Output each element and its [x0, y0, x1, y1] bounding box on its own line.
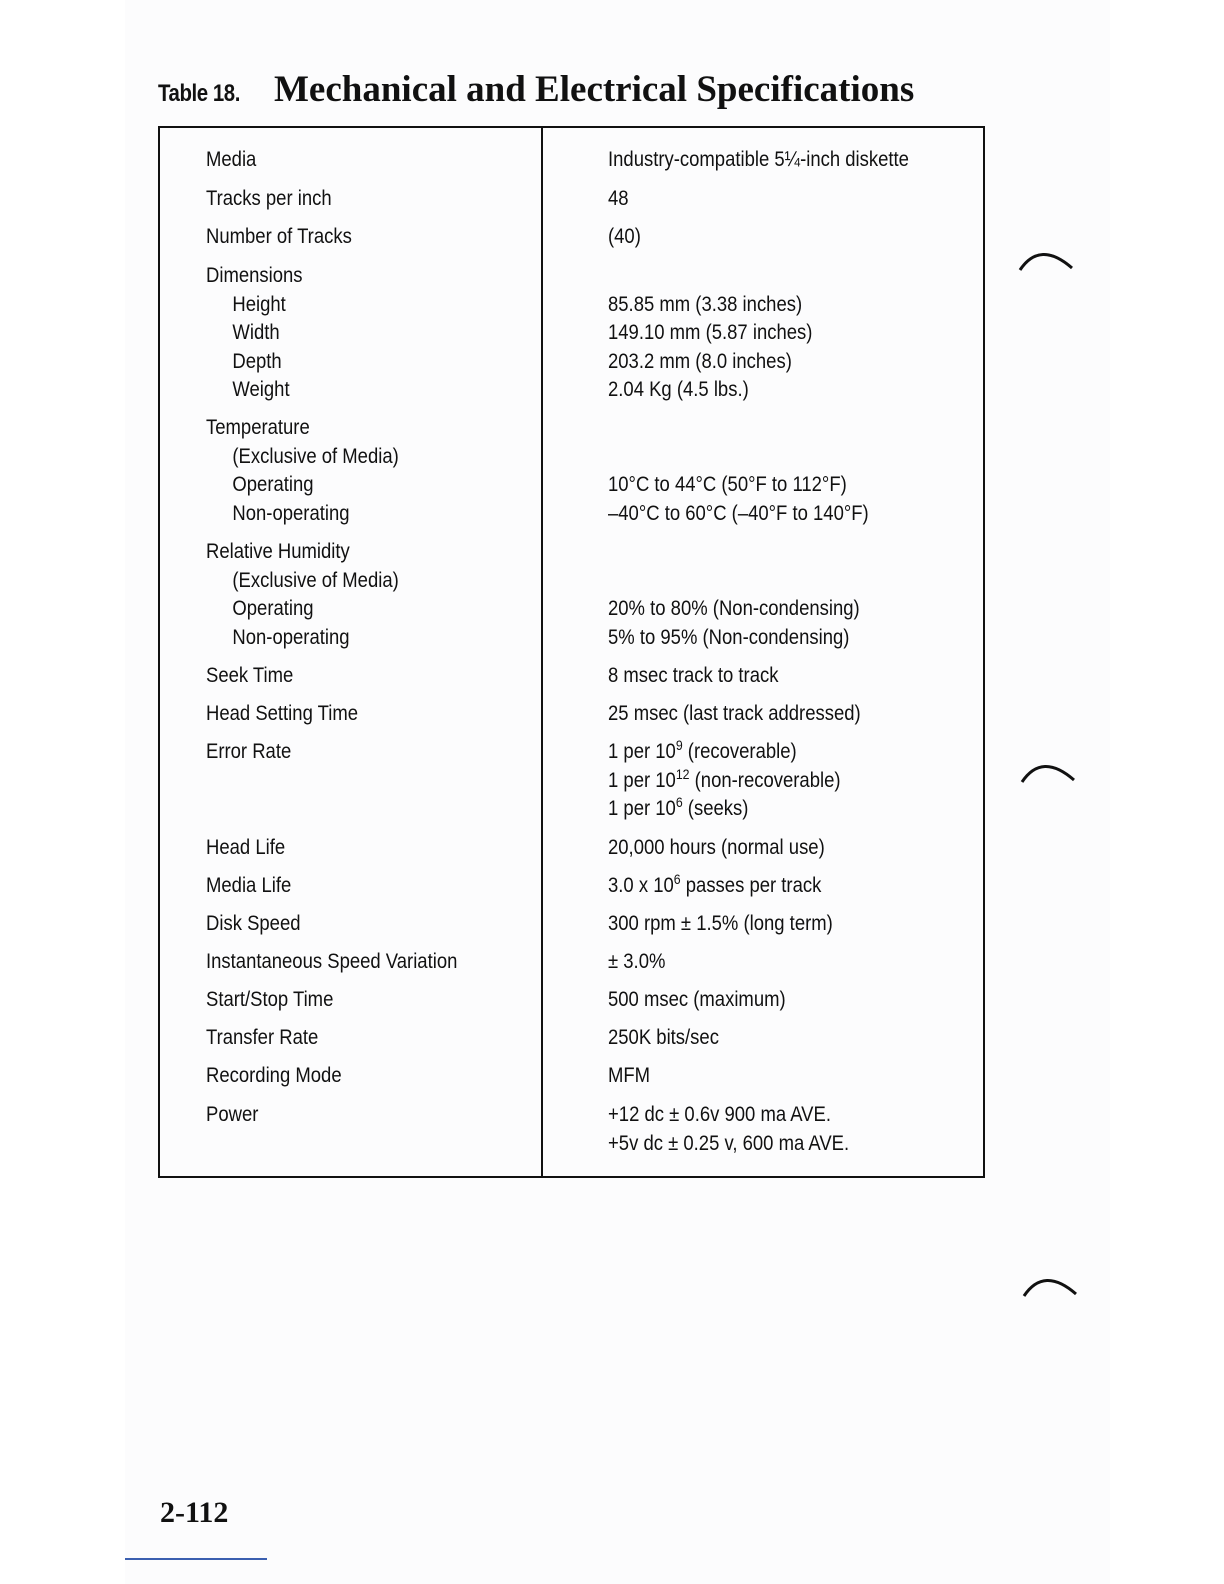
spec-value: (40) [608, 225, 641, 248]
page-title: Mechanical and Electrical Specifications [274, 69, 915, 110]
spec-label: Tracks per inch [206, 187, 332, 210]
spec-sublabel: Non-operating [232, 625, 350, 649]
value-prefix: 1 per 10 [608, 797, 676, 820]
spec-value: 2.04 Kg (4.5 lbs.) [608, 378, 749, 401]
value-suffix: (seeks) [682, 797, 749, 820]
value-suffix: (non-recoverable) [689, 768, 841, 792]
table-caption [158, 68, 914, 111]
page-number: 2-112 [160, 1496, 229, 1529]
spec-value [608, 738, 934, 767]
spec-value: 250K bits/sec [608, 1026, 719, 1049]
spec-value: 85.85 mm (3.38 inches) [608, 292, 803, 316]
value-exponent: 12 [675, 765, 690, 782]
spec-label: Start/Stop Time [206, 988, 334, 1011]
spec-label: Error Rate [206, 740, 292, 763]
column-divider [541, 128, 543, 1176]
value-exponent: 9 [675, 737, 683, 753]
value-exponent: 6 [673, 871, 681, 887]
spec-label: Transfer Rate [206, 1026, 319, 1049]
spec-value: 48 [608, 187, 629, 210]
spec-label: Instantaneous Speed Variation [206, 950, 458, 973]
binder-tab-mark-icon [1020, 758, 1076, 784]
binder-tab-mark-icon [1022, 1272, 1078, 1298]
spec-value-spacer [608, 443, 934, 472]
spec-value: 20,000 hours (normal use) [608, 836, 825, 859]
spec-value: 20% to 80% (Non-condensing) [608, 597, 860, 620]
value-suffix: passes per track [680, 874, 822, 897]
spec-value [608, 767, 934, 796]
table-number: Table 18. [158, 80, 240, 107]
spec-value: +5v dc ± 0.25 v, 600 ma AVE. [608, 1131, 850, 1155]
spec-value: 300 rpm ± 1.5% (long term) [608, 912, 833, 935]
spec-sublabel: Height [232, 292, 286, 316]
spec-value [608, 872, 934, 901]
spec-value: 149.10 mm (5.87 inches) [608, 321, 813, 344]
spec-value: 500 msec (maximum) [608, 988, 786, 1011]
value-exponent: 6 [675, 794, 683, 810]
binder-tab-mark-icon [1018, 246, 1074, 272]
spec-label: Number of Tracks [206, 225, 352, 248]
spec-label: Head Setting Time [206, 702, 359, 725]
spec-label: Disk Speed [206, 912, 301, 935]
spec-value-spacer [608, 567, 934, 596]
spec-value: Industry-compatible 5¼-inch diskette [608, 148, 909, 171]
spec-label: Relative Humidity [206, 540, 350, 563]
bottom-rule [125, 1558, 267, 1560]
spec-sublabel: Operating [232, 597, 314, 620]
spec-sublabel: (Exclusive of Media) [232, 568, 399, 592]
spec-sublabel: Non-operating [232, 501, 350, 525]
value-prefix: 1 per 10 [608, 740, 676, 763]
spec-value: +12 dc ± 0.6v 900 ma AVE. [608, 1103, 831, 1126]
spec-sublabel: Weight [232, 378, 290, 401]
value-suffix: (recoverable) [682, 740, 797, 763]
spec-label: Dimensions [206, 264, 303, 287]
spec-sublabel: (Exclusive of Media) [232, 444, 399, 468]
spec-value: 8 msec track to track [608, 664, 779, 687]
spec-label: Seek Time [206, 664, 294, 687]
spec-sublabel: Width [232, 321, 280, 344]
spec-label: Temperature [206, 416, 310, 439]
spec-value: MFM [608, 1064, 651, 1087]
spec-sublabel: Depth [232, 349, 282, 373]
spec-sublabel: Operating [232, 473, 314, 496]
spec-value-spacer [608, 538, 934, 567]
spec-value: ± 3.0% [608, 950, 666, 973]
spec-value [608, 795, 934, 824]
spec-value: 203.2 mm (8.0 inches) [608, 349, 792, 373]
spec-value: 10°C to 44°C (50°F to 112°F) [608, 473, 847, 496]
value-prefix: 3.0 x 10 [608, 874, 674, 897]
spec-label: Media [206, 148, 257, 171]
spec-label: Recording Mode [206, 1064, 342, 1087]
spec-value-spacer [608, 414, 934, 443]
specifications-table [158, 126, 985, 1178]
spec-value: 25 msec (last track addressed) [608, 702, 861, 725]
spec-value: 5% to 95% (Non-condensing) [608, 625, 850, 649]
spec-label: Media Life [206, 874, 292, 897]
spec-label: Power [206, 1103, 259, 1126]
spec-value: –40°C to 60°C (–40°F to 140°F) [608, 501, 869, 525]
value-prefix: 1 per 10 [608, 768, 676, 792]
spec-label: Head Life [206, 836, 286, 859]
spec-value-spacer [608, 262, 934, 291]
